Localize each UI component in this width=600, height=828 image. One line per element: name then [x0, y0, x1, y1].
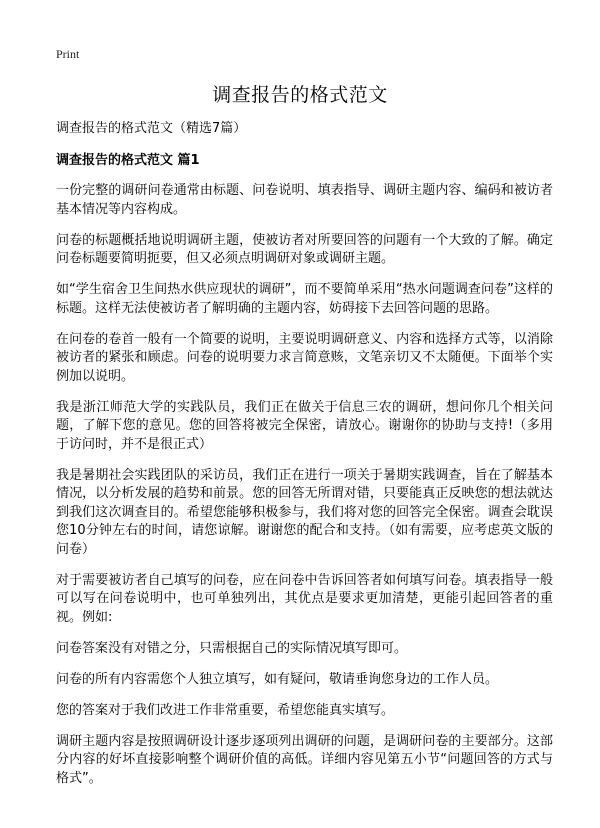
paragraph-4: 在问卷的卷首一般有一个简要的说明，主要说明调研意义、内容和选择方式等，以消除被访者的紧张和顾虑。问卷的说明要力求言简意赅，文笔亲切又不太随便。下面举个实例加以说明。 [56, 331, 553, 384]
paragraph-2: 问卷的标题概括地说明调研主题，使被访者对所要回答的问题有一个大致的了解。确定问卷标题要简明扼要，但又必须点明调研对象或调研主题。 [56, 232, 553, 266]
document-subtitle: 调查报告的格式范文（精选7篇） [56, 121, 247, 136]
paragraph-10: 您的答案对于我们改进工作非常重要，希望您能真实填写。 [56, 702, 395, 718]
paragraph-1: 一份完整的调研问卷通常由标题、问卷说明、填表指导、调研主题内容、编码和被访者基本情况等内容构成。 [56, 183, 553, 217]
paragraph-7: 对于需要被访者自己填写的问卷，应在问卷中告诉回答者如何填写问卷。填表指导一般可以写在问卷说明中，也可单独列出，其优点是要求更加清楚，更能引起回答者的重视。例如: [56, 572, 553, 625]
print-label: Print [56, 47, 80, 61]
paragraph-5: 我是浙江师范大学的实践队员，我们正在做关于信息三农的调研，想问你几个相关问题，了解下您的意见。您的回答将被完全保密，请放心。谢谢你的协助与支持!（多用于访问时，并不是很正式） [56, 399, 553, 452]
paragraph-3: 如“学生宿舍卫生间热水供应现状的调研”，而不要简单采用“热水问题调查问卷”这样的标题。这样无法使被访者了解明确的主题内容，妨碍接下去回答问题的思路。 [56, 282, 553, 316]
paragraph-9: 问卷的所有内容需您个人独立填写，如有疑问，敬请垂询您身边的工作人员。 [56, 671, 499, 687]
paragraph-8: 问卷答案没有对错之分，只需根据自己的实际情况填写即可。 [56, 640, 408, 656]
document-title: 调查报告的格式范文 [212, 84, 388, 106]
paragraph-6: 我是暑期社会实践团队的采访员，我们正在进行一项关于暑期实践调查，旨在了解基本情况，以分析发展的趋势和前景。您的回答无所谓对错，只要能真正反映您的想法就达到我们这次调查目的。希望您能够积极参与，我们将对您的回答完全保密。调查会耽误您10分钟左右的时间，请您谅解。谢谢您的配合和支持。（如有需要，应考虑英文版的问卷） [56, 467, 553, 557]
paragraph-11: 调研主题内容是按照调研设计逐步逐项列出调研的问题，是调研问卷的主要部分。这部分内容的好坏直接影响整个调研价值的高低。详细内容见第五小节“问题回答的方式与格式”。 [56, 733, 553, 786]
document-body [56, 120, 553, 801]
section-heading: 调查报告的格式范文 篇1 [56, 153, 200, 168]
